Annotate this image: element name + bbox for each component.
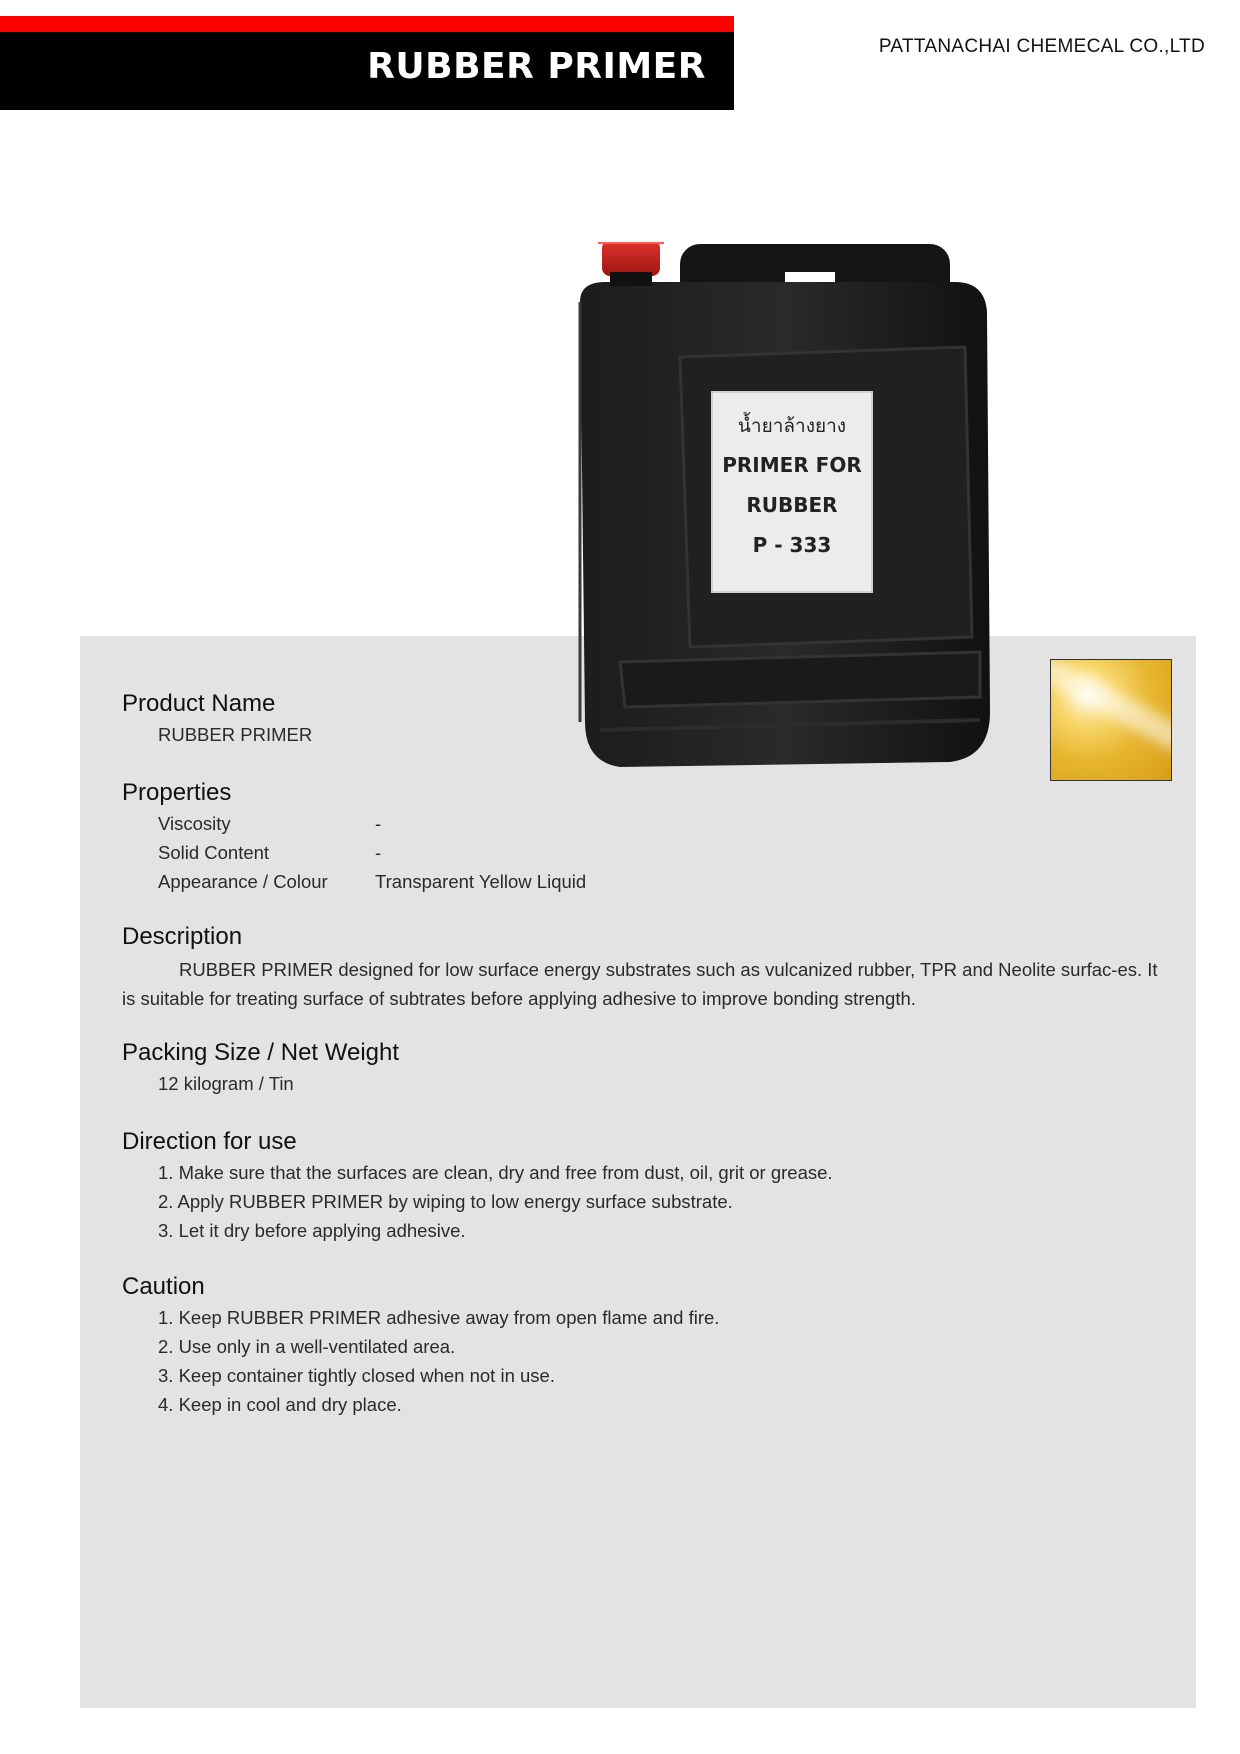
description-heading: Description bbox=[122, 923, 243, 950]
label-line3: P - 333 bbox=[752, 533, 832, 557]
colour-swatch bbox=[1050, 659, 1172, 781]
section-properties bbox=[122, 779, 1172, 896]
product-name-value: RUBBER PRIMER bbox=[158, 724, 313, 745]
list-item: 2. Apply RUBBER PRIMER by wiping to low energy surface substrate. bbox=[158, 1191, 733, 1212]
section-direction bbox=[122, 1128, 1172, 1245]
direction-list bbox=[122, 1158, 1172, 1245]
property-value: - bbox=[375, 842, 382, 863]
red-cap bbox=[602, 242, 660, 276]
section-packing bbox=[122, 1039, 1172, 1098]
property-row bbox=[122, 838, 1172, 867]
list-item: 3. Let it dry before applying adhesive. bbox=[158, 1220, 466, 1241]
label-line1: PRIMER FOR bbox=[722, 453, 862, 477]
list-item: 1. Make sure that the surfaces are clean, dry and free from dust, oil, grit or grease. bbox=[158, 1162, 833, 1183]
swatch-shine bbox=[1050, 659, 1172, 752]
property-value: Transparent Yellow Liquid bbox=[375, 871, 587, 892]
caution-list bbox=[122, 1303, 1172, 1419]
packing-value: 12 kilogram / Tin bbox=[158, 1073, 294, 1094]
caution-heading: Caution bbox=[122, 1273, 205, 1300]
section-caution bbox=[122, 1273, 1172, 1419]
description-text: RUBBER PRIMER designed for low surface energy substrates such as vulcanized rubber, TPR and Neolite surfac-es. It is suitable for treating surface of subtrates before applying adhesive to improve bonding strength. bbox=[122, 959, 1158, 1009]
property-key: Appearance / Colour bbox=[158, 871, 328, 892]
direction-heading: Direction for use bbox=[122, 1128, 297, 1155]
section-description bbox=[122, 923, 1172, 1013]
product-jerrycan-image bbox=[560, 242, 1000, 774]
label-line2: RUBBER bbox=[746, 493, 838, 517]
property-value: - bbox=[375, 813, 382, 834]
property-key: Solid Content bbox=[158, 842, 270, 863]
list-item: 4. Keep in cool and dry place. bbox=[158, 1394, 402, 1415]
property-row bbox=[122, 867, 1172, 896]
property-key: Viscosity bbox=[158, 813, 231, 834]
product-name-heading: Product Name bbox=[122, 690, 276, 717]
label-thai-text: น้ำยาล้างยาง bbox=[737, 415, 847, 437]
property-row bbox=[122, 809, 1172, 838]
company-name: PATTANACHAI CHEMECAL CO.,LTD bbox=[878, 36, 1205, 57]
list-item: 2. Use only in a well-ventilated area. bbox=[158, 1336, 456, 1357]
page-title: RUBBER PRIMER bbox=[367, 46, 706, 87]
list-item: 3. Keep container tightly closed when not in use. bbox=[158, 1365, 555, 1386]
properties-table bbox=[122, 809, 1172, 896]
title-banner bbox=[0, 16, 734, 110]
properties-heading: Properties bbox=[122, 779, 232, 806]
packing-heading: Packing Size / Net Weight bbox=[122, 1039, 400, 1066]
red-stripe bbox=[0, 16, 734, 32]
list-item: 1. Keep RUBBER PRIMER adhesive away from open flame and fire. bbox=[158, 1307, 720, 1328]
